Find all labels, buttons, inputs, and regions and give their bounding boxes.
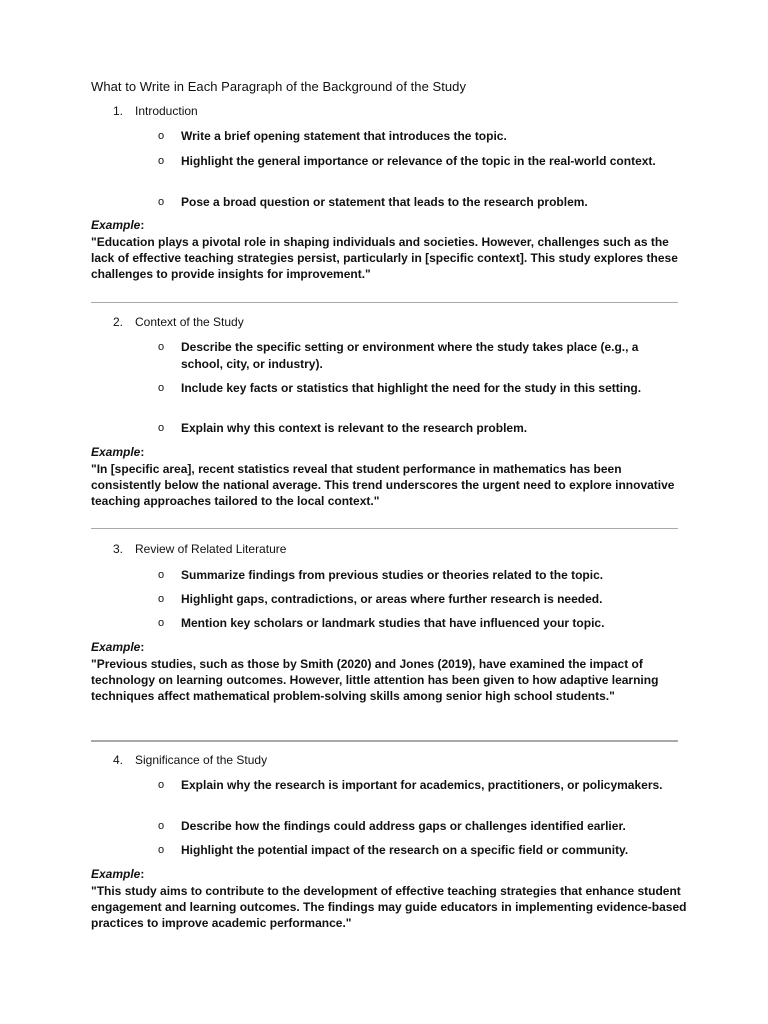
bullet-item [158, 818, 681, 835]
example-quote: "Previous studies, such as those by Smith (2020) and Jones (2019), have examined the impact of technology on learning outcomes. However, little attention has been given to how adaptive learning techniques affect mathematical problem-solving skills among senior high school students." [91, 657, 659, 703]
bullet-circle-icon: o [158, 844, 165, 856]
bullet-text: Write a brief opening statement that introduces the topic. [181, 129, 507, 143]
example-label: Example: [91, 640, 145, 654]
bullet-item [158, 591, 681, 608]
bullet-item [158, 380, 681, 397]
bullet-item [158, 567, 681, 584]
bullet-item [158, 842, 681, 859]
bullet-text: Summarize findings from previous studies or theories related to the topic. [181, 568, 604, 582]
bullet-text: Explain why this context is relevant to the research problem. [181, 421, 528, 435]
example-label: Example: [91, 445, 145, 459]
bullet-text: Include key facts or statistics that highlight the need for the study in this setting. [181, 381, 642, 395]
bullet-circle-icon: o [158, 382, 165, 394]
bullet-item [158, 339, 681, 372]
section-title: Context of the Study [135, 315, 244, 329]
bullet-circle-icon: o [158, 130, 165, 142]
section-heading-introduction [113, 104, 198, 118]
bullet-circle-icon: o [158, 569, 165, 581]
section-divider [91, 528, 678, 529]
example-label: Example: [91, 218, 145, 232]
bullet-text: Highlight the general importance or relevance of the topic in the real-world context. [181, 154, 656, 168]
bullet-circle-icon: o [158, 820, 165, 832]
section-heading-literature [113, 542, 286, 556]
bullet-item [158, 615, 681, 632]
bullet-item [158, 194, 681, 211]
bullet-text: Pose a broad question or statement that leads to the research problem. [181, 195, 588, 209]
bullet-text: Explain why the research is important for academics, practitioners, or policymakers. [181, 778, 663, 792]
section-heading-significance [113, 753, 267, 767]
section-title: Review of Related Literature [135, 542, 287, 556]
bullet-text: Mention key scholars or landmark studies that have influenced your topic. [181, 616, 605, 630]
bullet-item [158, 777, 681, 794]
bullet-item [158, 128, 681, 145]
bullet-circle-icon: o [158, 155, 165, 167]
bullet-circle-icon: o [158, 196, 165, 208]
section-title: Introduction [135, 104, 198, 118]
bullet-item [158, 420, 681, 437]
section-divider [91, 740, 678, 742]
bullet-circle-icon: o [158, 779, 165, 791]
document-title: What to Write in Each Paragraph of the Background of the Study [91, 79, 467, 94]
section-title: Significance of the Study [135, 753, 268, 767]
bullet-text: Describe how the findings could address gaps or challenges identified earlier. [181, 819, 626, 833]
section-number: 1. [113, 104, 124, 118]
section-number: 2. [113, 315, 124, 329]
example-quote: "This study aims to contribute to the development of effective teaching strategies that enhance student engagement and learning outcomes. The findings may guide educators in implementing evidence-based practices to improve academic performance." [91, 884, 687, 930]
section-number: 4. [113, 753, 124, 767]
bullet-text: Highlight the potential impact of the research on a specific field or community. [181, 843, 629, 857]
bullet-text: Highlight gaps, contradictions, or areas where further research is needed. [181, 592, 603, 606]
bullet-circle-icon: o [158, 593, 165, 605]
section-number: 3. [113, 542, 124, 556]
example-quote: "Education plays a pivotal role in shaping individuals and societies. However, challenges such as the lack of effective teaching strategies persist, particularly in [specific context]. This study explores these challenges to provide insights for improvement." [91, 235, 678, 281]
bullet-circle-icon: o [158, 341, 165, 353]
example-quote: "In [specific area], recent statistics reveal that student performance in mathematics has been consistently below the national average. This trend underscores the urgent need to explore innovative teaching approaches tailored to the local context." [91, 462, 675, 508]
example-label: Example: [91, 867, 145, 881]
bullet-item [158, 153, 681, 170]
bullet-circle-icon: o [158, 617, 165, 629]
bullet-text: Describe the specific setting or environment where the study takes place (e.g., a school, city, or industry). [181, 340, 639, 371]
section-divider [91, 302, 678, 303]
section-heading-context [113, 315, 244, 329]
bullet-circle-icon: o [158, 422, 165, 434]
